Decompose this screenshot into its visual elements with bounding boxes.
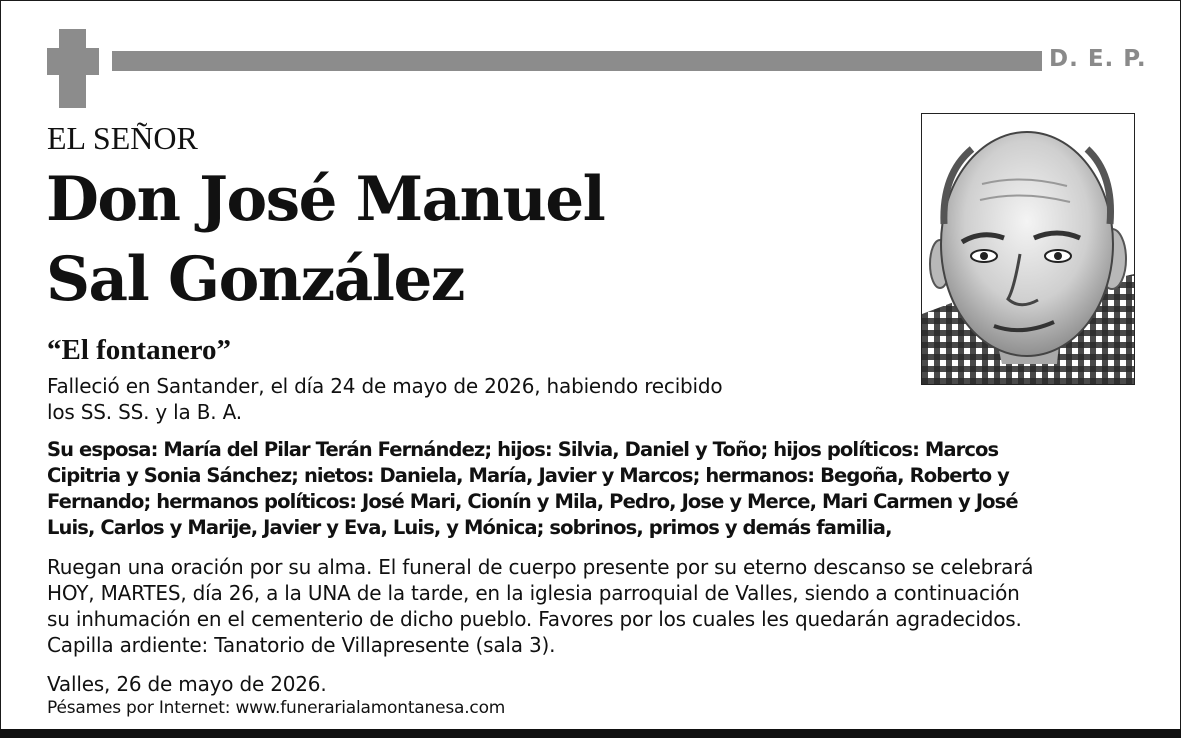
cross-icon <box>47 29 99 108</box>
dep-label: D. E. P. <box>1049 46 1147 72</box>
family-line-2: Cipitria y Sonia Sánchez; nietos: Daniela, María, Javier y Marcos; hermanos: Begoña, Roberto y <box>47 464 1009 487</box>
deceased-name-line-2: Sal González <box>46 244 464 315</box>
condolences-link[interactable]: Pésames por Internet: www.funerarialamontanesa.com <box>47 698 506 718</box>
funeral-line-1: Ruegan una oración por su alma. El funeral de cuerpo presente por su eterno descanso se celebrará <box>47 555 1034 579</box>
family-line-3: Fernando; hermanos políticos: José Mari, Cionín y Mila, Pedro, Jose y Merce, Mari Carmen y José <box>47 490 1018 513</box>
family-line-4: Luis, Carlos y Marije, Javier y Eva, Luis, y Mónica; sobrinos, primos y demás familia, <box>47 516 892 539</box>
bottom-border-bar <box>0 729 1181 738</box>
funeral-line-4: Capilla ardiente: Tanatorio de Villapresente (sala 3). <box>47 633 556 657</box>
funeral-line-3: su inhumación en el cementerio de dicho pueblo. Favores por los cuales les quedarán agradecidos. <box>47 607 1022 631</box>
place-date: Valles, 26 de mayo de 2026. <box>47 672 327 696</box>
nickname: “El fontanero” <box>47 334 231 366</box>
header-rule <box>112 51 1042 71</box>
family-line-1: Su esposa: María del Pilar Terán Fernández; hijos: Silvia, Daniel y Toño; hijos políticos: Marcos <box>47 438 999 461</box>
death-notice-line-1: Falleció en Santander, el día 24 de mayo de 2026, habiendo recibido <box>47 374 723 398</box>
deceased-name-line-1: Don José Manuel <box>46 164 605 235</box>
death-notice-line-2: los SS. SS. y la B. A. <box>47 400 242 424</box>
portrait-photo <box>921 113 1135 385</box>
intro-title: EL SEÑOR <box>47 120 198 156</box>
funeral-line-2: HOY, MARTES, día 26, a la UNA de la tarde, en la iglesia parroquial de Valles, siendo a continuación <box>47 581 1020 605</box>
